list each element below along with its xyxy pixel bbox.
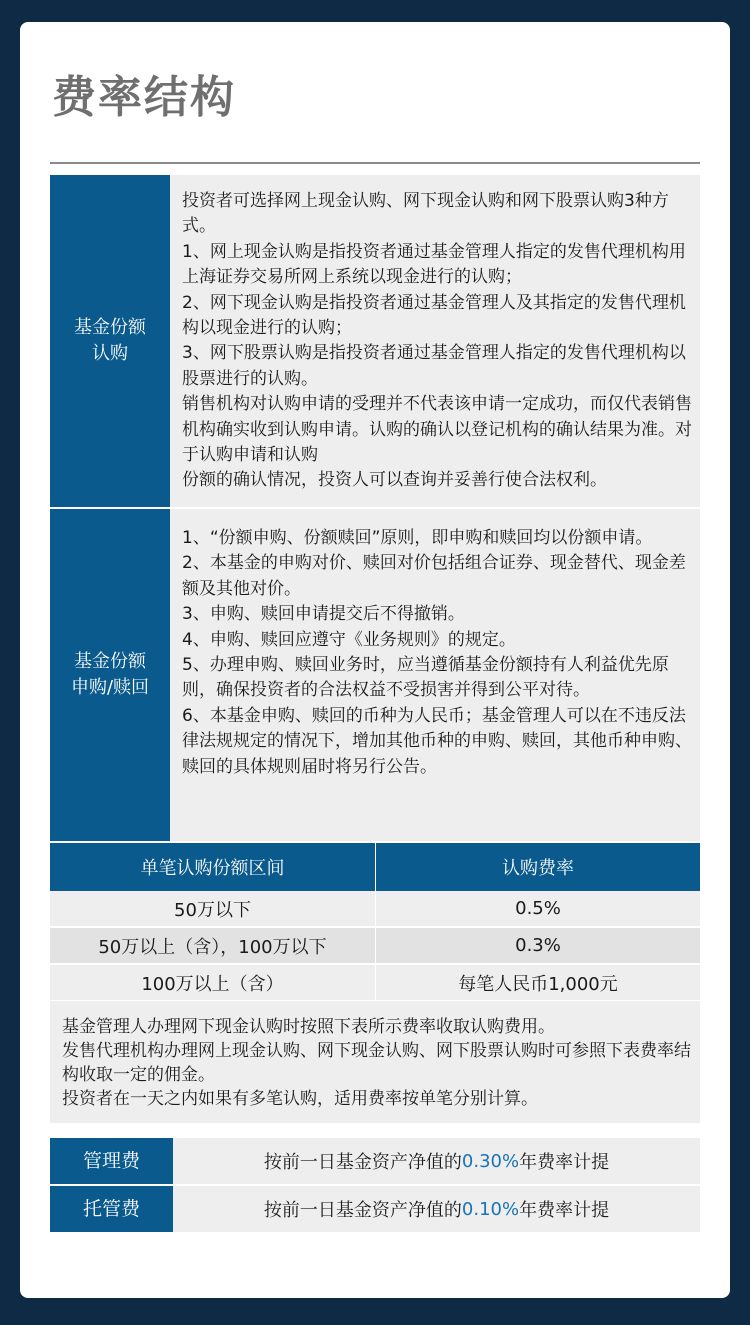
page-title: 费率结构 [52, 72, 236, 123]
fee-table-header-rate: 认购费率 [376, 843, 701, 891]
redemption-content [170, 509, 700, 841]
redemption-row [50, 509, 700, 841]
table-row [50, 927, 700, 964]
custody-fee-row [50, 1186, 700, 1232]
fee-notes [50, 1001, 700, 1123]
fee-range-cell: 50万以下 [50, 891, 376, 927]
fee-rate-cell: 每笔人民币1,000元 [376, 964, 701, 1001]
fee-note: 发售代理机构办理网上现金认购、网下现金认购、网下股票认购时可参照下表费率结构收取一定的佣金。 [62, 1041, 691, 1085]
redemption-paragraph: 2、本基金的申购对价、赎回对价包括组合证券、现金替代、现金差额及其他对价。 [182, 553, 686, 599]
fee-note: 投资者在一天之内如果有多笔认购，适用费率按单笔分别计算。 [62, 1089, 538, 1109]
management-fee-label: 管理费 [50, 1138, 173, 1184]
fee-note: 基金管理人办理网下现金认购时按照下表所示费率收取认购费用。 [62, 1017, 555, 1037]
fee-table-header-row [50, 843, 700, 891]
redemption-paragraph: 4、申购、赎回应遵守《业务规则》的规定。 [182, 629, 516, 650]
redemption-label-text: 基金份额 申购/赎回 [70, 651, 150, 698]
redemption-paragraph: 6、本基金申购、赎回的币种为人民币；基金管理人可以在不违反法律法规规定的情况下，增加其他币种的申购、赎回，其他币种申购、赎回的具体规则届时将另行公告。 [182, 705, 692, 777]
custody-fee-value [173, 1186, 700, 1232]
custody-fee-suffix: 年费率计提 [519, 1200, 610, 1221]
management-fee-row [50, 1138, 700, 1184]
fee-rate-cell: 0.3% [376, 927, 701, 964]
management-fee-value [173, 1138, 700, 1184]
subscription-label [50, 175, 170, 507]
subscription-label-text: 基金份额 认购 [74, 317, 146, 364]
custody-fee-label: 托管费 [50, 1186, 173, 1232]
subscription-paragraph: 份额的确认情况，投资人可以查询并妥善行使合法权利。 [182, 470, 607, 491]
custody-fee-prefix: 按前一日基金资产净值的 [263, 1200, 462, 1221]
custody-fee-rate: 0.10% [461, 1198, 520, 1220]
redemption-paragraph: 1、“份额申购、份额赎回”原则，即申购和赎回均以份额申请。 [182, 528, 653, 548]
subscription-paragraph: 2、网下现金认购是指投资者通过基金管理人及其指定的发售代理机构以现金进行的认购； [182, 292, 686, 339]
redemption-paragraph: 3、申购、赎回申请提交后不得撤销。 [182, 604, 465, 625]
subscription-fee-table [50, 843, 700, 1002]
management-fee-prefix: 按前一日基金资产净值的 [263, 1152, 462, 1173]
fee-rate-cell: 0.5% [376, 891, 701, 927]
table-row [50, 891, 700, 927]
subscription-paragraph: 3、网下股票认购是指投资者通过基金管理人指定的发售代理机构以股票进行的认购。 [182, 343, 686, 389]
management-fee-suffix: 年费率计提 [519, 1152, 610, 1173]
redemption-label [50, 509, 170, 841]
subscription-paragraph: 1、网上现金认购是指投资者通过基金管理人指定的发售代理机构用上海证券交易所网上系统以现金进行的认购； [182, 241, 686, 288]
fee-range-cell: 50万以上（含），100万以下 [50, 927, 376, 964]
redemption-paragraph: 5、办理申购、赎回业务时，应当遵循基金份额持有人利益优先原则，确保投资者的合法权益不受损害并得到公平对待。 [182, 655, 669, 701]
subscription-row [50, 175, 700, 507]
subscription-paragraph: 销售机构对认购申请的受理并不代表该申请一定成功，而仅代表销售机构确实收到认购申请。认购的确认以登记机构的确认结果为准。对于认购申请和认购 [182, 394, 692, 466]
fee-table-header-range: 单笔认购份额区间 [50, 843, 376, 891]
fee-range-cell: 100万以上（含） [50, 964, 376, 1001]
management-fee-rate: 0.30% [461, 1150, 520, 1172]
table-row [50, 964, 700, 1001]
title-divider [50, 162, 700, 164]
subscription-content [170, 175, 700, 507]
subscription-paragraph: 投资者可选择网上现金认购、网下现金认购和网下股票认购3种方式。 [182, 191, 669, 237]
fee-structure-card [20, 22, 730, 1298]
